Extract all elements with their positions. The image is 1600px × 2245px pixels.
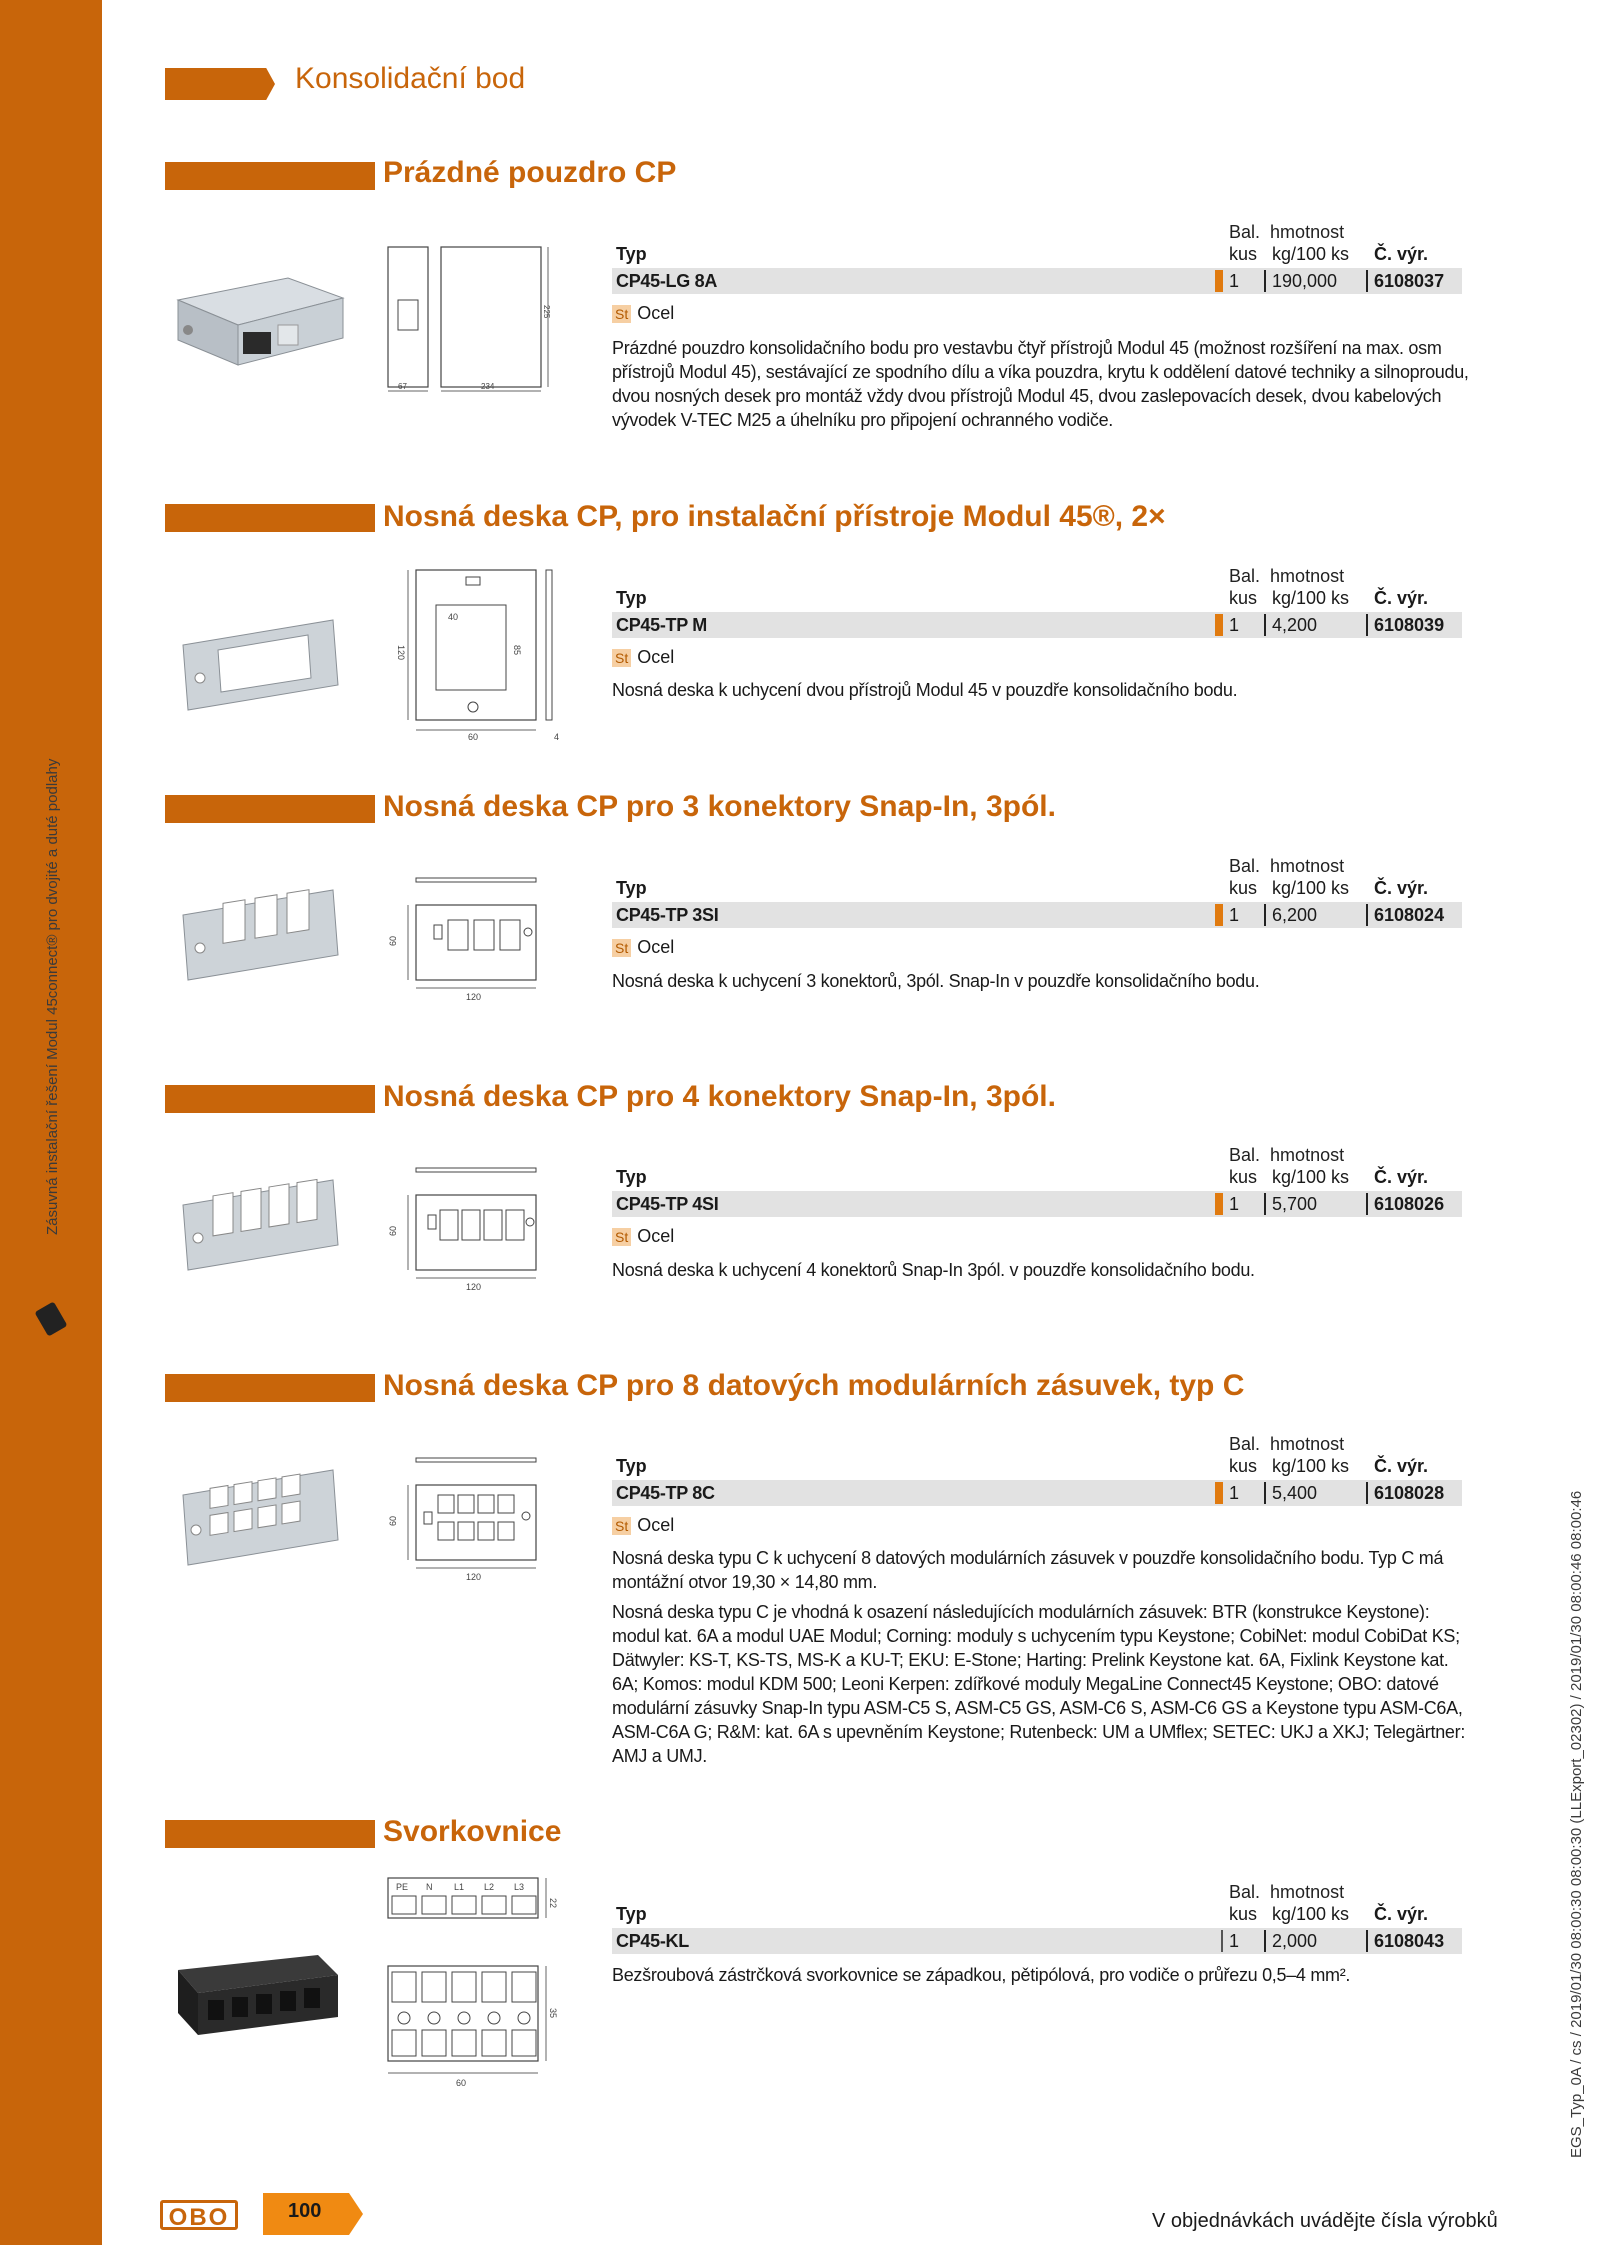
section-title: Nosná deska CP pro 3 konektory Snap-In, 3pól. xyxy=(383,790,1056,823)
table-row: CP45-TP 4SI 1 5,700 6108026 xyxy=(612,1191,1462,1217)
plate-drawing xyxy=(386,1160,566,1300)
dim-label: 40 xyxy=(448,612,459,622)
description: Nosná deska k uchycení 4 konektorů Snap-In 3pól. v pouzdře konsolidačního bodu. xyxy=(612,1260,1255,1280)
material: St Ocel xyxy=(612,937,674,958)
product-code: CP45-TP 8C xyxy=(616,1483,715,1503)
terminal-drawing xyxy=(386,1868,566,2098)
col-bal: Bal. xyxy=(1229,222,1261,242)
product-code: CP45-TP 3SI xyxy=(616,905,719,925)
footer-note: V objednávkách uvádějte čísla výrobků xyxy=(1152,2210,1498,2232)
product-code: CP45-TP M xyxy=(616,615,707,635)
table-row: CP45-KL 1 2,000 6108043 xyxy=(612,1928,1462,1954)
article-number: 6108037 xyxy=(1374,271,1445,291)
status-marker xyxy=(1221,1930,1223,1952)
terminal-label: L2 xyxy=(484,1882,495,1892)
section-bar xyxy=(165,504,375,532)
dim-label: 60 xyxy=(388,935,398,946)
material: St Ocel xyxy=(612,1515,674,1536)
section-bar xyxy=(165,162,375,190)
terminal-label: L3 xyxy=(514,1882,525,1892)
export-meta: EGS_Typ_0A / cs / 2019/01/30 08:00:30 08:00:30 (LLExport_02302) / 2019/01/30 08:00:46 08:00:46 xyxy=(1568,1490,1585,2158)
plate-drawing xyxy=(386,565,566,745)
col-kus: kus xyxy=(1229,244,1258,264)
bal-value: 1 xyxy=(1229,271,1240,291)
col-number: Č. výr. xyxy=(1374,244,1429,264)
weight-value: 190,000 xyxy=(1272,271,1338,291)
dim-label: 35 xyxy=(548,2008,558,2019)
article-number: 6108043 xyxy=(1374,1931,1445,1951)
plate-drawing xyxy=(386,1450,566,1590)
plate-drawing xyxy=(386,870,566,1010)
status-marker xyxy=(1215,1482,1223,1504)
dim-label: 225 xyxy=(542,305,551,319)
plate-photo xyxy=(168,1460,348,1580)
section-bar xyxy=(165,795,375,823)
terminal-photo xyxy=(168,1945,348,2045)
dim-label: 234 xyxy=(481,382,495,391)
obo-logo: OBO xyxy=(160,2200,238,2230)
description: Prázdné pouzdro konsolidačního bodu pro vestavbu čtyř přístrojů Modul 45 (možnost rozšíření na max. osm přístrojů Modul 45), sestávající ze spodního dílu a víka pouzdra, krytu k oddělení datové techniky a silnoproudu, dvou nosných desek pro montáž vždy dvou přístrojů Modul 45, dvou zaslepovacích desek, dvou kabelových vývodek V-TEC M25 a úhelníku pro připojení ochranného vodiče. xyxy=(612,338,1469,430)
side-caption: Zásuvná instalační řešení Modul 45connect® pro dvojité a duté podlahy xyxy=(44,758,61,1235)
product-code: CP45-LG 8A xyxy=(616,271,718,291)
description: Bezšroubová zástrčková svorkovnice se západkou, pětipólová, pro vodiče o průřezu 0,5–4 mm². xyxy=(612,1965,1351,1985)
section-title: Nosná deska CP, pro instalační přístroje Modul 45®, 2× xyxy=(383,500,1166,533)
terminal-label: L1 xyxy=(454,1882,465,1892)
section-bar xyxy=(165,1085,375,1113)
dim-label: 4 xyxy=(554,732,560,742)
description: Nosná deska typu C k uchycení 8 datových modulárních zásuvek v pouzdře konsolidačního bodu. Typ C má montážní otvor 19,30 × 14,80 mm. Nosná deska typu C je vhodná k osazení následujících modulárních zásuvek: BTR (konstrukce Keystone): modul kat. 6A a modul UAE Modul; Corning: moduly s uchycením typu Keystone; CobiNet: modul CobiDat KS; Dätwyler: KS-T, KS-TS, MS-K a KU-T; EKU: E-Stone; Harting: Prelink Keystone kat. 6A, Fixlink Keystone kat. 6A; Komos: modul KDM 500; Leoni Kerpen: zdířkové moduly MegaLine Connect45 Keystone; OBO: datové modulární zásuvky Snap-In typu ASM-C5 S, ASM-C5 GS, ASM-C6 S, ASM-C6 GS a Keystone typu ASM-C6A, ASM-C6A G; R&M: kat. 6A s upevněním Keystone; Rutenbeck: UM a UMflex; SETEC: UKJ a XKJ; Telegärtner: AMJ a UMJ. xyxy=(612,1548,1466,1766)
section-bar xyxy=(165,1820,375,1848)
page-title: Konsolidační bod xyxy=(295,62,526,95)
description: Nosná deska k uchycení 3 konektorů, 3pól. Snap-In v pouzdře konsolidačního bodu. xyxy=(612,971,1260,991)
dim-label: 85 xyxy=(512,645,522,656)
dim-label: 60 xyxy=(388,1225,398,1236)
dim-label: 60 xyxy=(388,1515,398,1526)
article-number: 6108028 xyxy=(1374,1483,1445,1503)
product-code: CP45-KL xyxy=(616,1931,689,1951)
product-code: CP45-TP 4SI xyxy=(616,1194,719,1214)
terminal-label: PE xyxy=(396,1882,409,1892)
dim-label: 60 xyxy=(468,732,479,742)
housing-drawing xyxy=(386,245,556,395)
section-title: Svorkovnice xyxy=(383,1815,562,1848)
page-number: 100 xyxy=(288,2200,322,2222)
article-number: 6108024 xyxy=(1374,905,1445,925)
plate-photo xyxy=(168,1170,348,1280)
section-title: Prázdné pouzdro CP xyxy=(383,156,677,189)
section-title: Nosná deska CP pro 4 konektory Snap-In, 3pól. xyxy=(383,1080,1056,1113)
header-flag xyxy=(165,68,275,100)
col-kg: kg/100 ks xyxy=(1272,244,1350,264)
col-typ: Typ xyxy=(616,244,647,264)
table-row: CP45-TP 3SI 1 6,200 6108024 xyxy=(612,902,1462,928)
section-title: Nosná deska CP pro 8 datových modulárních zásuvek, typ C xyxy=(383,1369,1245,1402)
dim-label: 67 xyxy=(398,382,407,391)
table-row: CP45-TP M 1 4,200 6108039 xyxy=(612,612,1462,638)
material: St Ocel xyxy=(612,1226,674,1247)
status-marker xyxy=(1215,614,1223,636)
dim-label: 120 xyxy=(466,1572,482,1582)
status-marker xyxy=(1215,1193,1223,1215)
dim-label: 60 xyxy=(456,2078,467,2088)
status-marker xyxy=(1215,270,1223,292)
col-weight: hmotnost xyxy=(1270,222,1345,242)
material: St Ocel xyxy=(612,303,674,324)
article-number: 6108039 xyxy=(1374,615,1445,635)
plate-photo xyxy=(168,610,348,720)
table-row: CP45-TP 8C 1 5,400 6108028 xyxy=(612,1480,1462,1506)
material: St Ocel xyxy=(612,647,674,668)
terminal-label: N xyxy=(426,1882,433,1892)
status-marker xyxy=(1215,904,1223,926)
housing-photo xyxy=(168,270,348,380)
dim-label: 120 xyxy=(466,1282,482,1292)
table-row xyxy=(612,268,1462,294)
dim-label: 120 xyxy=(396,645,406,661)
section-bar xyxy=(165,1374,375,1402)
article-number: 6108026 xyxy=(1374,1194,1445,1214)
plate-photo xyxy=(168,880,348,990)
dim-label: 22 xyxy=(548,1898,558,1909)
description: Nosná deska k uchycení dvou přístrojů Modul 45 v pouzdře konsolidačního bodu. xyxy=(612,680,1238,700)
dim-label: 120 xyxy=(466,992,482,1002)
